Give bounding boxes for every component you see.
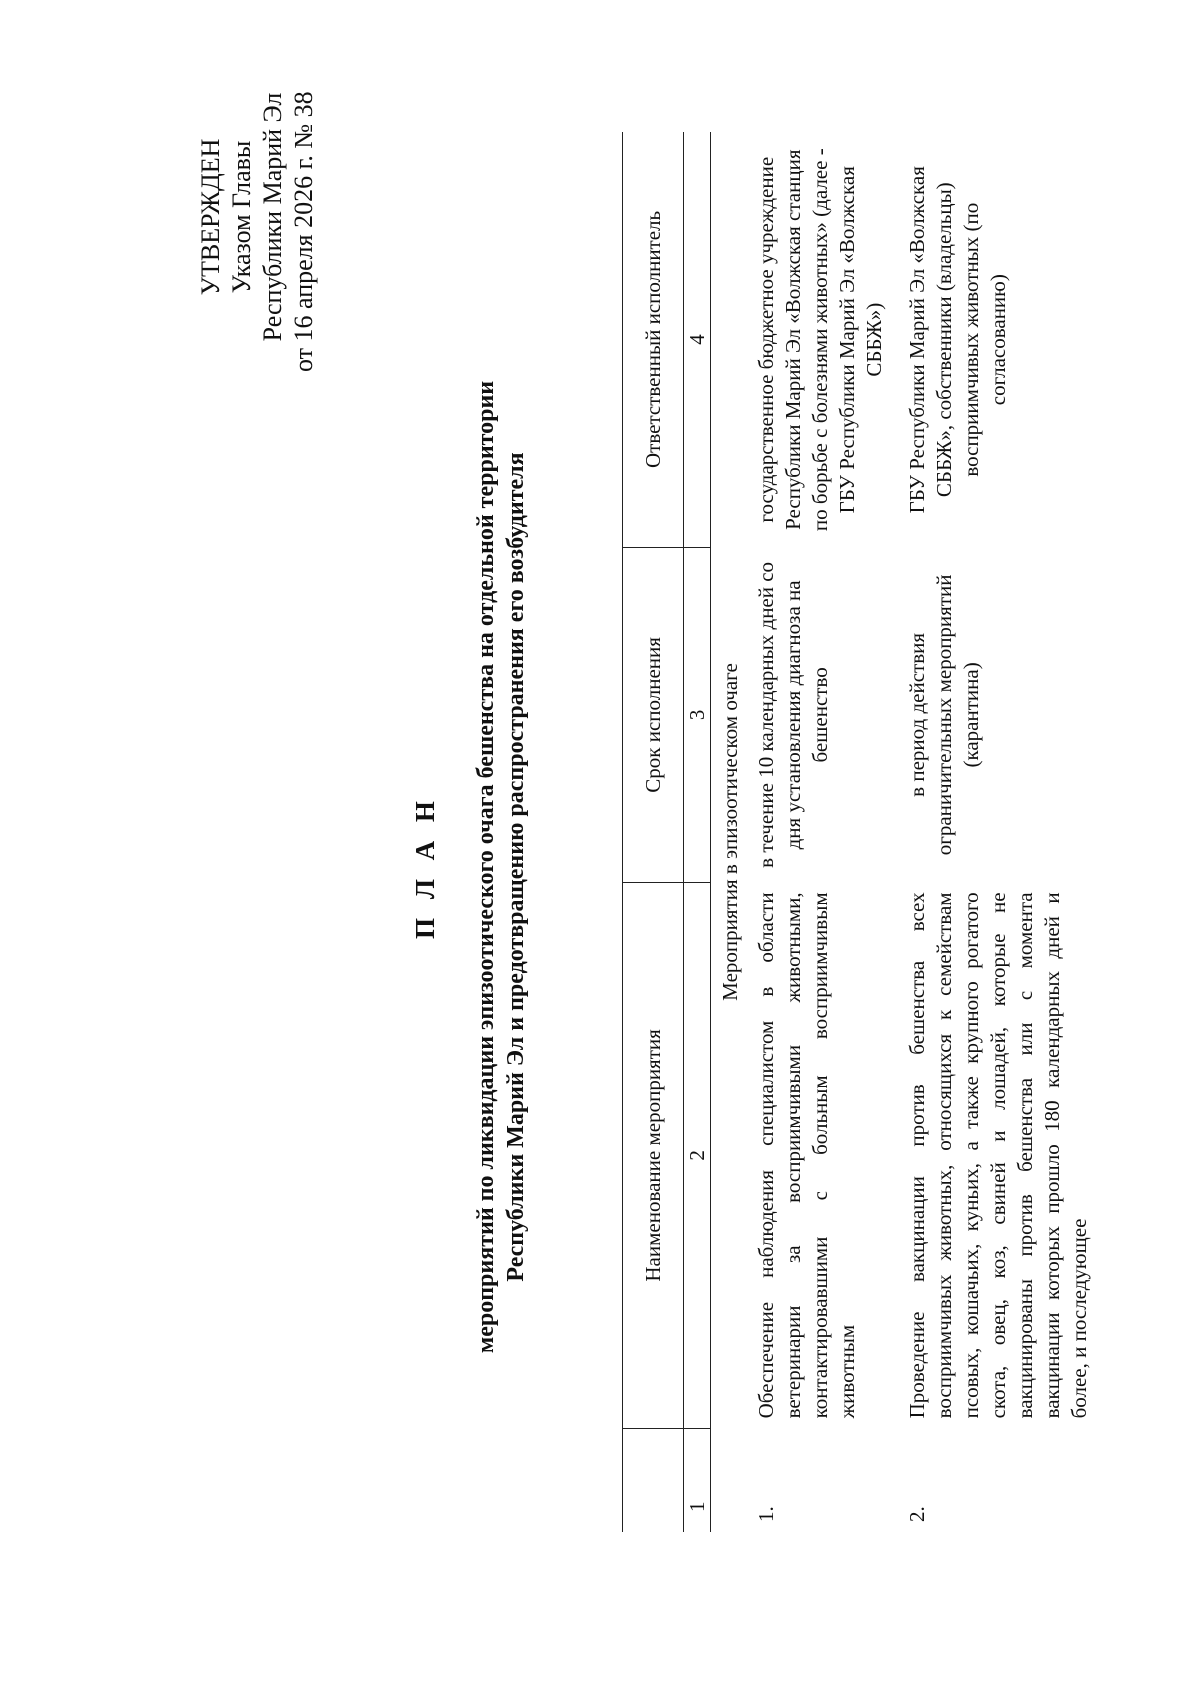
- header-number: [623, 1428, 684, 1532]
- document-title: [410, 157, 531, 1577]
- row-number: 1.: [754, 1506, 778, 1522]
- header-deadline: Срок исполнения: [623, 547, 684, 882]
- approval-stamp: [195, 52, 319, 382]
- table-row: [898, 132, 1103, 1532]
- row-action-name: Обеспечение наблюдения специалистом в области ветеринарии за восприимчивыми животными, контактировавшими с больным восприимчивым животным: [754, 892, 859, 1419]
- plan-table: [622, 132, 1103, 1532]
- section-title: Мероприятия в эпизоотическом очаге: [718, 663, 742, 1001]
- section-row: [711, 132, 748, 1532]
- row-action-name: Проведение вакцинации против бешенства всех восприимчивых животных, относящихся к семействам псовых, кошачьих, куньих, а также крупного рогатого скота, овец, коз, свиней и лошадей, которые не вакцинированы против бешенства или с момента вакцинации которых прошло 180 календарных дней и более, и последующее: [905, 892, 1091, 1419]
- column-number-row: [684, 132, 711, 1532]
- table-header-row: [623, 132, 684, 1532]
- approval-line-1: УТВЕРЖДЕН: [196, 138, 225, 296]
- row-executor: ГБУ Республики Марий Эл «Волжская СББЖ», собственники (владельцы) восприимчивых животных (по согласованию): [905, 166, 1010, 514]
- column-number-4: 4: [684, 132, 711, 547]
- header-executor: Ответственный исполнитель: [623, 132, 684, 547]
- row-number: 2.: [905, 1506, 929, 1522]
- header-action-name: Наименование мероприятия: [623, 882, 684, 1428]
- row-deadline: в период действия ограничительных мероприятий (карантина): [905, 574, 983, 856]
- row-deadline: в течение 10 календарных дней со дня установления диагноза на бешенство: [754, 561, 832, 868]
- column-number-3: 3: [684, 547, 711, 882]
- row-executor: государственное бюджетное учреждение Республики Марий Эл «Волжская станция по борьбе с болезнями животных» (далее - ГБУ Республики Марий Эл «Волжская СББЖ»): [754, 148, 886, 532]
- approval-line-2: Указом Главы: [227, 140, 256, 294]
- table-row: [747, 132, 898, 1532]
- approval-line-3: Республики Марий Эл: [258, 92, 287, 342]
- column-number-1: 1: [684, 1428, 711, 1532]
- plan-heading: П Л А Н: [410, 795, 440, 939]
- approval-date-line: от 16 апреля 2026 г. № 38: [289, 91, 318, 372]
- plan-subtitle-line-2: Республики Марий Эл и предотвращению распространения его возбудителя: [503, 452, 529, 1282]
- column-number-2: 2: [684, 882, 711, 1428]
- plan-subtitle-line-1: мероприятий по ликвидации эпизоотического очага бешенства на отдельной территории: [473, 380, 499, 1354]
